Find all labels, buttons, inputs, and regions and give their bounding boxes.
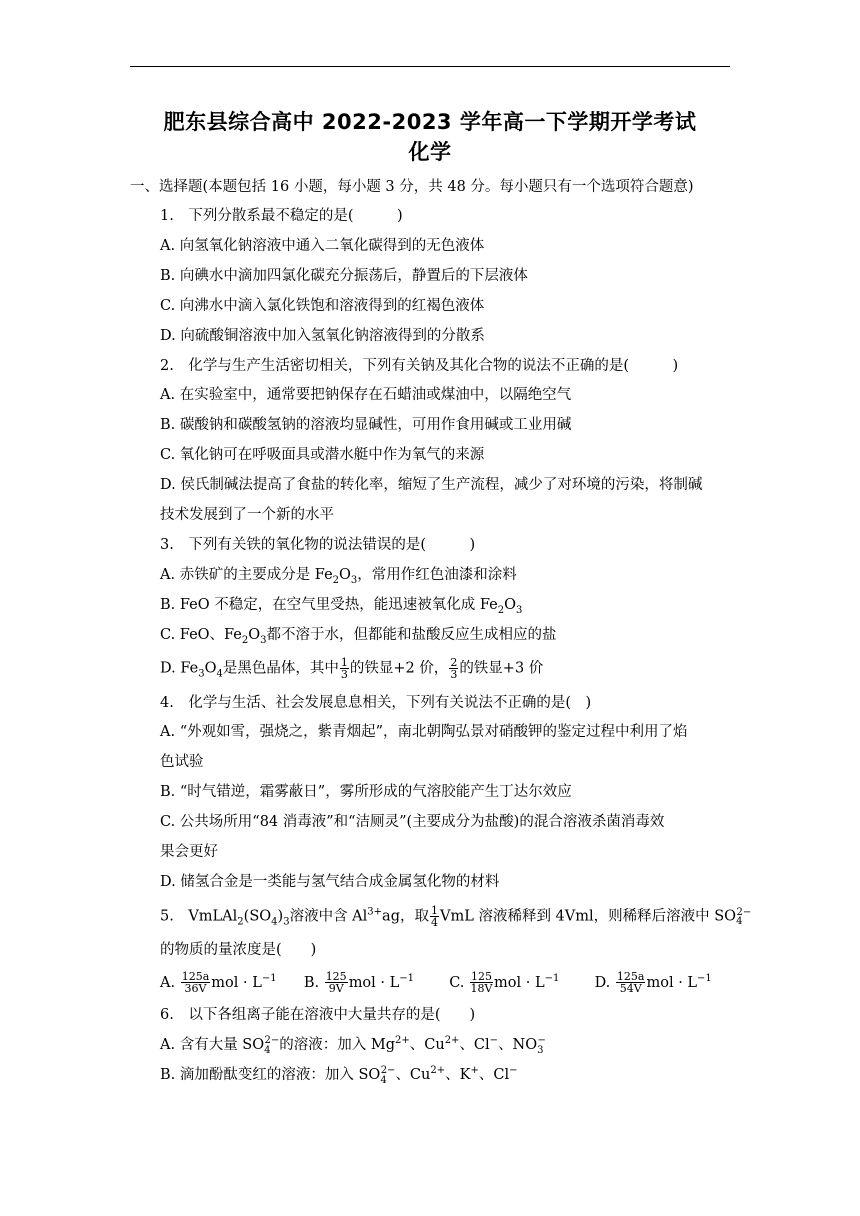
question-4-option-a-line1: A. “外观如雪，强烧之，紫青烟起”，南北朝陶弘景对硝酸钾的鉴定过程中利用了焰	[160, 724, 688, 740]
question-1-stem: 1. 下列分散系最不稳定的是( )	[160, 208, 403, 224]
question-3-option-d: D. $Fe_3O_4$是黑色晶体，其中 $\frac{1}{3}$ 的铁显+2 价， $\frac{2}{3}$ 的铁显+3 价	[160, 656, 544, 681]
question-5-option-c: C. $\frac{125}{18V}$ mol · $L^{-1}$	[449, 970, 560, 995]
question-1-option-d: D. 向硫酸铜溶液中加入氢氧化钠溶液得到的分散系	[160, 328, 485, 344]
question-5-options	[160, 971, 712, 994]
question-2-option-b: B. 碳酸钠和碳酸氢钠的溶液均显碱性，可用作食用碱或工业用碱	[160, 417, 572, 433]
question-4-option-c-line1: C. 公共场所用“84 消毒液”和“洁厕灵”(主要成分为盐酸)的混合溶液杀菌消毒效	[160, 814, 665, 830]
question-2-option-c: C. 氧化钠可在呼吸面具或潜水艇中作为氧气的来源	[160, 447, 485, 463]
question-4-option-a-line2: 色试验	[160, 754, 204, 770]
page-title: 肥东县综合高中 2022-2023 学年高一下学期开学考试	[163, 110, 697, 134]
page-subtitle: 化学	[408, 140, 452, 164]
question-6-option-b: B. 滴加酚酞变红的溶液：加入 $SO_4^{2-}$、$Cu^{2+}$、K+、Cl−	[160, 1065, 518, 1086]
question-3-option-c: C. FeO、$Fe_2O_3$都不溶于水，但都能和盐酸反应生成相应的盐	[160, 627, 557, 646]
question-1-option-a: A. 向氢氧化钠溶液中通入二氧化碳得到的无色液体	[160, 238, 485, 254]
question-5-option-d: D. $\frac{125a}{54V}$ mol · $L^{-1}$	[594, 970, 712, 995]
question-6-option-a: A. 含有大量 $SO_4^{2-}$的溶液：加入 $Mg^{2+}$、$Cu^{2+}$、Cl−、$NO_3^-$	[160, 1035, 546, 1056]
fraction-one-quarter: $\frac{1}{4}$	[430, 904, 438, 929]
question-4-stem: 4. 化学与生活、社会发展息息相关，下列有关说法不正确的是( )	[160, 695, 592, 711]
fraction-one-third: $\frac{1}{3}$	[340, 656, 348, 681]
header-rule	[130, 66, 730, 67]
question-1-option-b: B. 向碘水中滴加四氯化碳充分振荡后，静置后的下层液体	[160, 268, 528, 284]
section-heading: 一、选择题(本题包括 16 小题，每小题 3 分，共 48 分。每小题只有一个选项符合题意)	[130, 179, 694, 195]
question-4-option-c-line2: 果会更好	[160, 844, 218, 860]
fraction-two-thirds: $\frac{2}{3}$	[450, 656, 458, 681]
question-5-stem: 5. $VmLAl_2(SO_4)_3$溶液中含 $Al^{3+}ag$，取 $\frac{1}{4}$ VmL 溶液稀释到 4Vml，则稀释后溶液中 $SO_4^{2-}$	[160, 904, 752, 929]
question-2-option-a: A. 在实验室中，通常要把钠保存在石蜡油或煤油中，以隔绝空气	[160, 387, 572, 403]
question-6-stem: 6. 以下各组离子能在溶液中大量共存的是( )	[160, 1007, 476, 1023]
question-2-option-d-line2: 技术发展到了一个新的水平	[160, 507, 334, 523]
question-5-option-b: B. $\frac{125}{9V}$ mol · $L^{-1}$	[303, 970, 415, 995]
question-5-stem-line2: 的物质的量浓度是( )	[160, 942, 317, 958]
question-2-option-d-line1: D. 侯氏制碱法提高了食盐的转化率，缩短了生产流程，减少了对环境的污染，将制碱	[160, 477, 703, 493]
question-4-option-b: B. “时气错逆，霜雾蔽日”，雾所形成的气溶胶能产生丁达尔效应	[160, 784, 572, 800]
question-1-option-c: C. 向沸水中滴入氯化铁饱和溶液得到的红褐色液体	[160, 298, 485, 314]
question-2-stem: 2. 化学与生产生活密切相关，下列有关钠及其化合物的说法不正确的是( )	[160, 358, 679, 374]
question-3-option-a: A. 赤铁矿的主要成分是 $Fe_2O_3$，常用作红色油漆和涂料	[160, 567, 517, 586]
question-3-option-b: B. FeO 不稳定，在空气里受热，能迅速被氧化成 $Fe_2O_3$	[160, 597, 523, 616]
question-5-option-a: A. $\frac{125a}{36V}$ mol · $L^{-1}$	[160, 970, 277, 995]
question-4-option-d: D. 储氢合金是一类能与氢气结合成金属氢化物的材料	[160, 874, 500, 890]
question-3-stem: 3. 下列有关铁的氧化物的说法错误的是( )	[160, 537, 476, 553]
